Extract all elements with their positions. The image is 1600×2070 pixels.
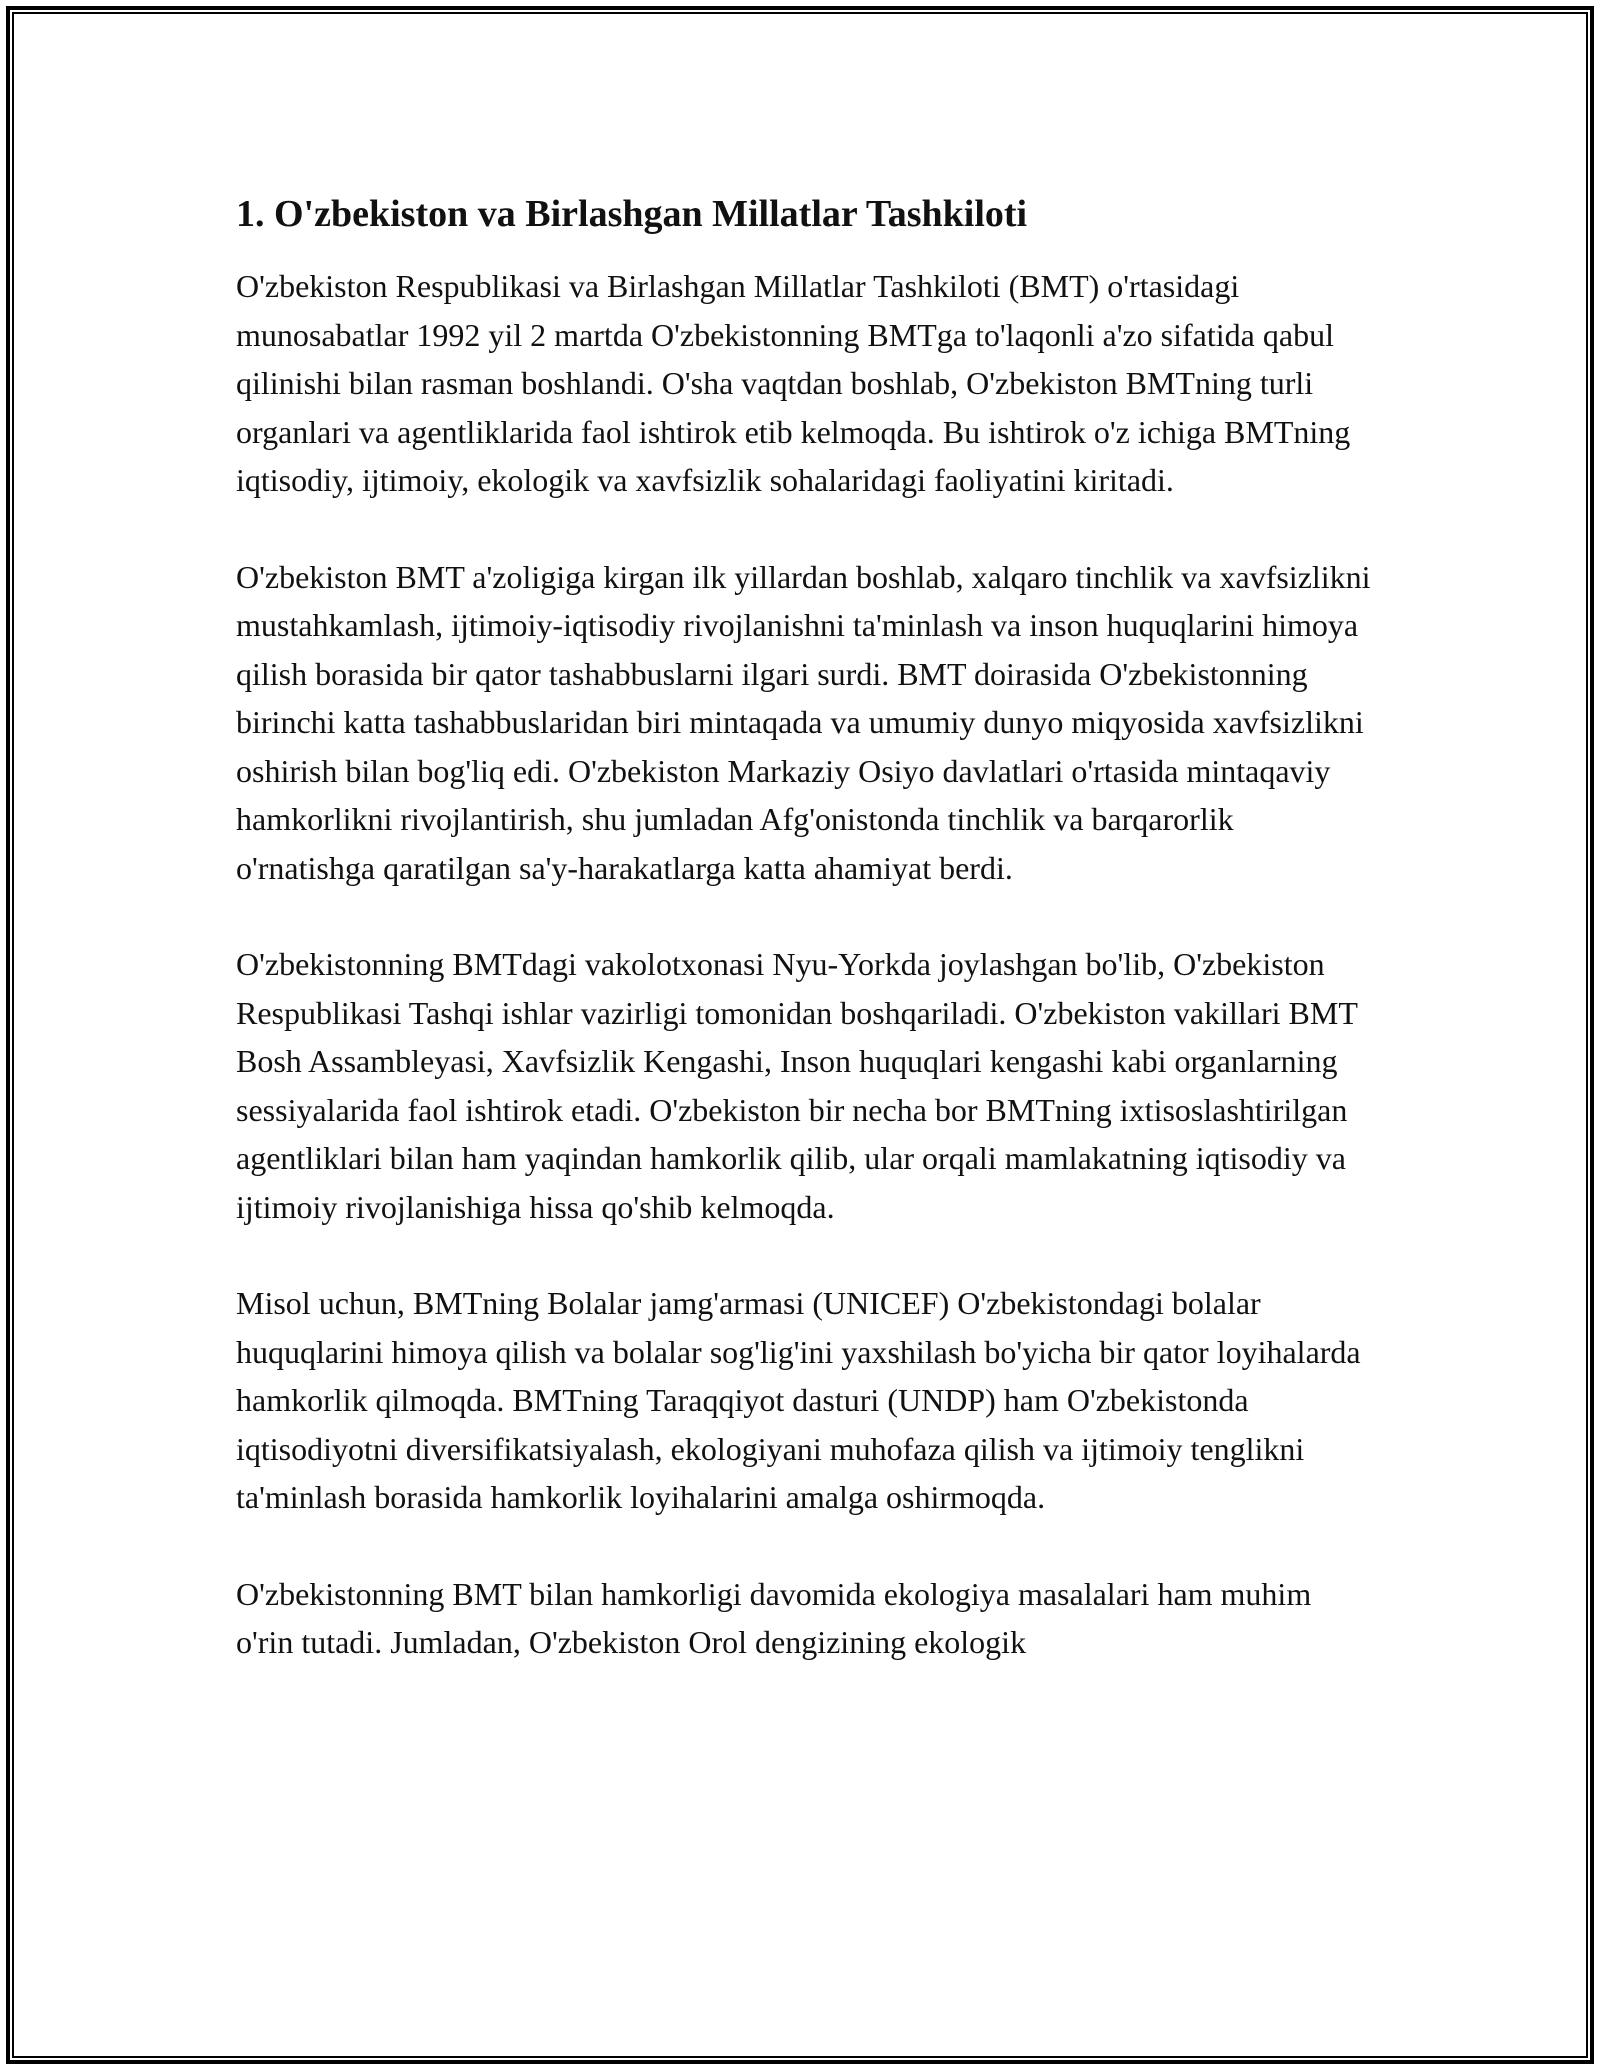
- paragraph-1: O'zbekiston Respublikasi va Birlashgan Millatlar Tashkiloti (BMT) o'rtasidagi munosabatlar 1992 yil 2 martda O'zbekistonning BMTga to'laqonli a'zo sifatida qabul qilinishi bilan rasman boshlandi. O'sha vaqtdan boshlab, O'zbekiston BMTning turli organlari va agentliklarida faol ishtirok etib kelmoqda. Bu ishtirok o'z ichiga BMTning iqtisodiy, ijtimoiy, ekologik va xavfsizlik sohalaridagi faoliyatini kiritadi.: [236, 268, 1351, 498]
- document-body: [236, 186, 1376, 1715]
- paragraph-2: O'zbekiston BMT a'zoligiga kirgan ilk yillardan boshlab, xalqaro tinchlik va xavfsizlikni mustahkamlash, ijtimoiy-iqtisodiy rivojlanishni ta'minlash va inson huquqlarini himoya qilish borasida bir qator tashabbuslarni ilgari surdi. BMT doirasida O'zbekistonning birinchi katta tashabbuslaridan biri mintaqada va umumiy dunyo miqyosida xavfsizlikni oshirish bilan bog'liq edi. O'zbekiston Markaziy Osiyo davlatlari o'rtasida mintaqaviy hamkorlikni rivojlantirish, shu jumladan Afg'onistonda tinchlik va barqarorlik o'rnatishga qaratilgan sa'y-harakatlarga katta ahamiyat berdi.: [236, 558, 1371, 886]
- document-title: 1. O'zbekiston va Birlashgan Millatlar Tashkiloti: [236, 193, 1028, 235]
- paragraph-5: O'zbekistonning BMT bilan hamkorligi davomida ekologiya masalalari ham muhim o'rin tutadi. Jumladan, O'zbekiston Orol dengizining ekologik: [236, 1575, 1312, 1660]
- paragraph-3: O'zbekistonning BMTdagi vakolotxonasi Nyu-Yorkda joylashgan bo'lib, O'zbekiston Respublikasi Tashqi ishlar vazirligi tomonidan boshqariladi. O'zbekiston vakillari BMT Bosh Assambleyasi, Xavfsizlik Kengashi, Inson huquqlari kengashi kabi organlarning sessiyalarida faol ishtirok etadi. O'zbekiston bir necha bor BMTning ixtisoslashtirilgan agentliklari bilan ham yaqindan hamkorlik qilib, ular orqali mamlakatning iqtisodiy va ijtimoiy rivojlanishiga hissa qo'shib kelmoqda.: [236, 946, 1358, 1225]
- paragraph-4: Misol uchun, BMTning Bolalar jamg'armasi (UNICEF) O'zbekistondagi bolalar huquqlarini himoya qilish va bolalar sog'lig'ini yaxshilash bo'yicha bir qator loyihalarda hamkorlik qilmoqda. BMTning Taraqqiyot dasturi (UNDP) ham O'zbekistonda iqtisodiyotni diversifikatsiyalash, ekologiyani muhofaza qilish va ijtimoiy tenglikni ta'minlash borasida hamkorlik loyihalarini amalga oshirmoqda.: [236, 1285, 1361, 1515]
